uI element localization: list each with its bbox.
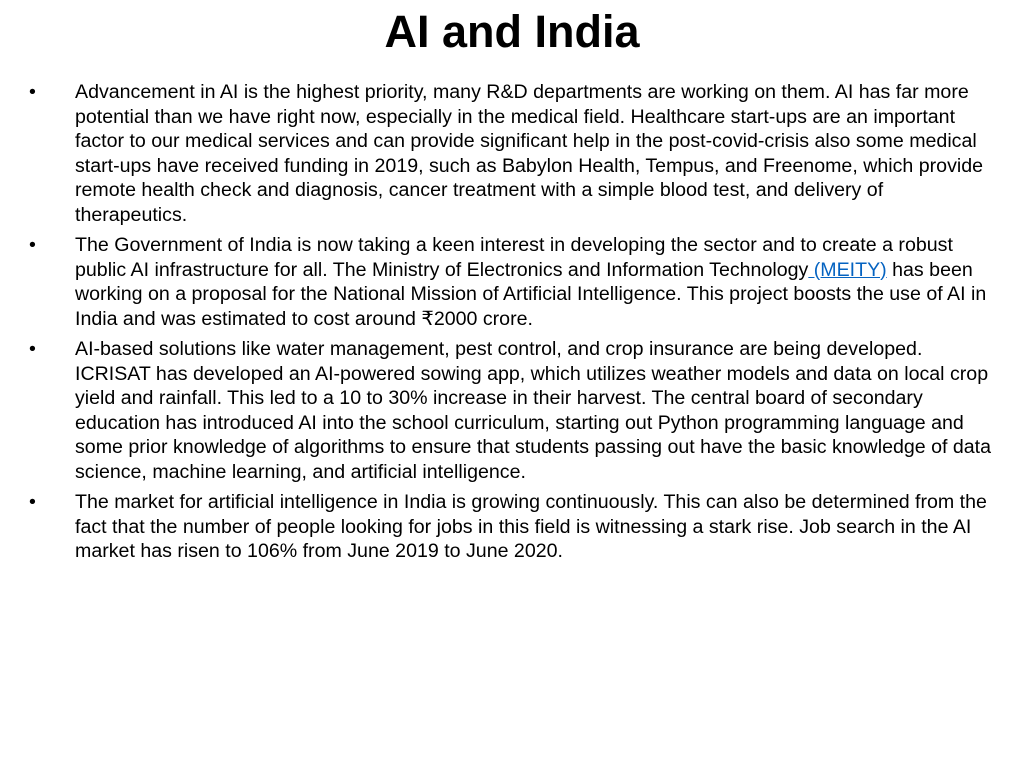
bullet-text: AI-based solutions like water management, pest control, and crop insurance are being developed. ICRISAT has developed an AI-powered sowing app, which utilizes weather models and data on local crop yield and rainfall. This led to a 10 to 30% increase in their harvest. The central board of secondary education has introduced AI into the school curriculum, starting out Python programming language and some prior knowledge of algorithms to ensure that students passing out have the basic knowledge of data science, machine learning, and artificial intelligence.	[75, 338, 992, 483]
bullet-text: The market for artificial intelligence in India is growing continuously. This can also be determined from the fact that the number of people looking for jobs in this field is witnessing a stark rise. Job search in the AI market has risen to 106% from June 2019 to June 2020.	[75, 491, 987, 562]
bullet-item-government	[29, 233, 994, 331]
bullet-list	[29, 80, 994, 570]
bullet-item-market	[29, 490, 994, 564]
bullet-icon: •	[29, 491, 36, 513]
bullet-icon: •	[29, 338, 36, 360]
bullet-text: Advancement in AI is the highest priority, many R&D departments are working on them. AI has far more potential than we have right now, especially in the medical field. Healthcare start-ups are an important factor to our medical services and can provide significant help in the post-covid-crisis also some medical start-ups have received funding in 2019, such as Babylon Health, Tempus, and Freenome, which provide remote health check and diagnosis, cancer treatment with a simple blood test, and delivery of therapeutics.	[75, 81, 984, 226]
bullet-icon: •	[29, 81, 36, 103]
bullet-text-after-link: has been working on a proposal for the National Mission of Artificial Intelligence. This project boosts the use of AI in India and was estimated to cost around ₹2000 crore.	[75, 258, 987, 330]
bullet-icon: •	[29, 234, 36, 256]
meity-link[interactable]: (MEITY)	[808, 258, 887, 281]
bullet-text-before-link: The Government of India is now taking a keen interest in developing the sector and to create a robust public AI infrastructure for all. The Ministry of Electronics and Information Technology	[75, 234, 953, 281]
slide-title: AI and India	[384, 6, 640, 57]
bullet-item-medical	[29, 80, 994, 227]
bullet-item-solutions	[29, 337, 994, 484]
